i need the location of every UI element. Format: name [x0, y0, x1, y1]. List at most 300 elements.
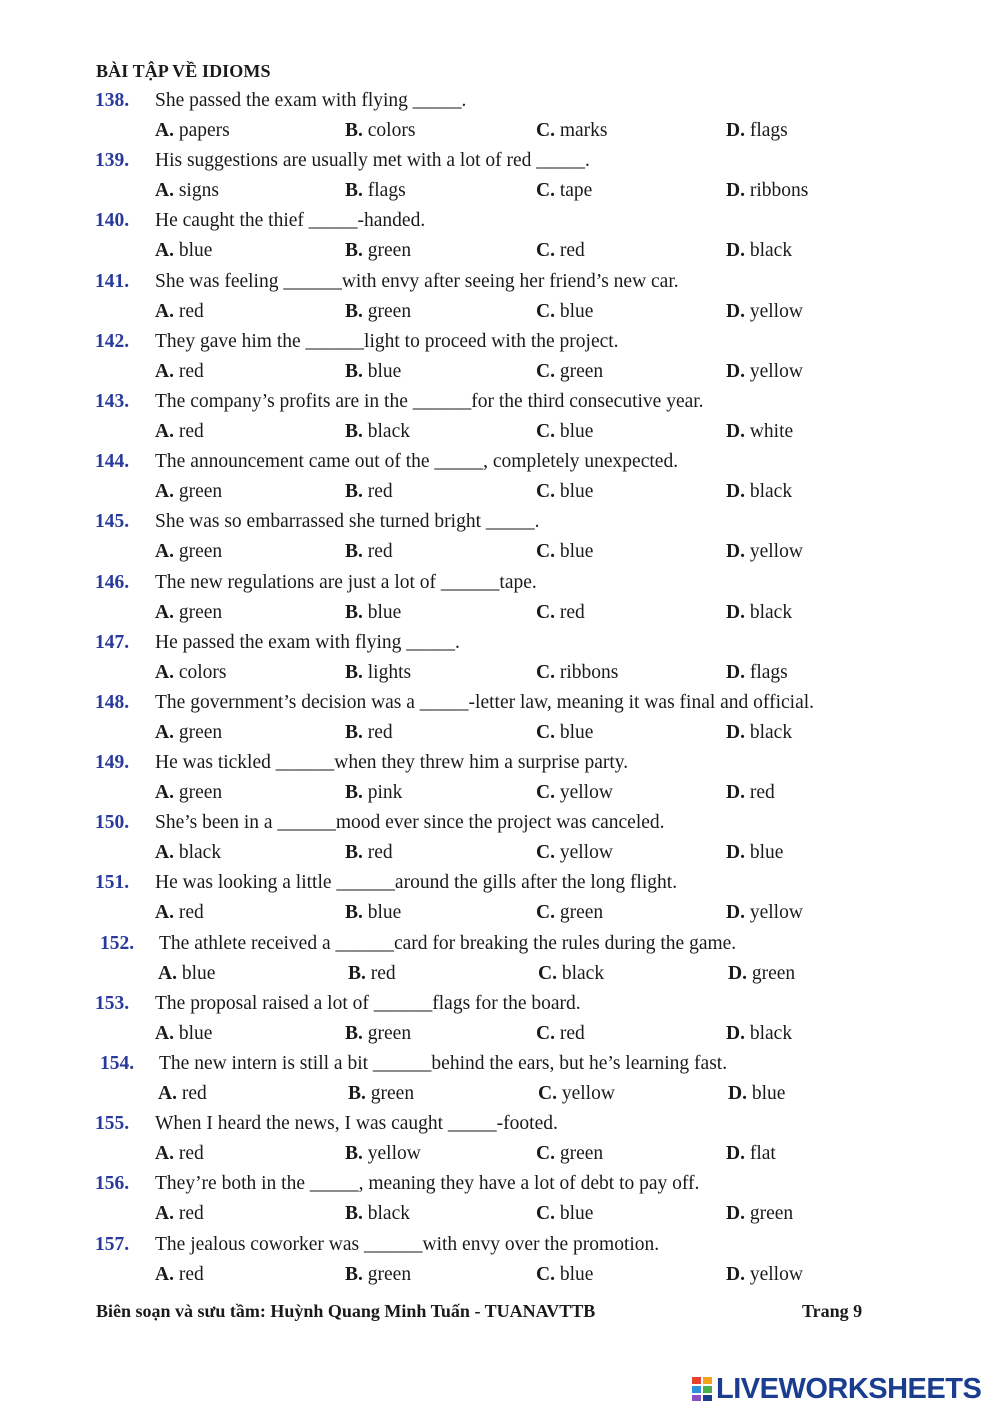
option-a[interactable] — [155, 297, 204, 327]
option-letter: A. — [155, 481, 174, 503]
option-text: yellow — [561, 1083, 615, 1104]
option-text: blue — [181, 962, 216, 984]
option-text: blue — [367, 360, 402, 382]
option-letter: A. — [155, 661, 174, 683]
option-letter: A. — [155, 300, 174, 322]
option-row — [0, 718, 999, 748]
option-text: red — [559, 601, 585, 623]
option-d[interactable] — [726, 116, 788, 146]
option-text: yellow — [559, 842, 613, 864]
option-letter: B. — [345, 1263, 363, 1285]
option-text: yellow — [367, 1143, 421, 1165]
option-text: red — [178, 1203, 204, 1225]
option-row — [0, 176, 999, 206]
option-c[interactable] — [536, 116, 608, 146]
question-number: 155. — [95, 1113, 130, 1135]
option-text: white — [749, 420, 794, 442]
option-text: yellow — [749, 1263, 803, 1285]
option-letter: D. — [726, 782, 745, 804]
option-d[interactable] — [726, 778, 775, 808]
question-text: They’re both in the _____, meaning they have a lot of debt to pay off. — [155, 1173, 700, 1195]
option-a[interactable] — [155, 357, 204, 387]
option-row — [0, 1139, 999, 1169]
option-c[interactable] — [536, 1019, 585, 1049]
option-c[interactable] — [536, 838, 613, 868]
question-item — [0, 327, 999, 387]
option-d[interactable] — [728, 959, 795, 989]
option-b[interactable] — [345, 658, 411, 688]
option-letter: B. — [345, 601, 363, 623]
option-c[interactable] — [536, 176, 592, 206]
question-item — [0, 146, 999, 206]
option-d[interactable] — [726, 718, 792, 748]
option-c[interactable] — [538, 959, 604, 989]
option-a[interactable] — [155, 176, 219, 206]
option-row — [0, 1079, 999, 1109]
option-a[interactable] — [155, 778, 222, 808]
option-b[interactable] — [345, 176, 406, 206]
question-number: 145. — [95, 511, 130, 533]
question-text: She’s been in a ______mood ever since the project was canceled. — [155, 812, 665, 834]
question-text: She was feeling ______with envy after seeing her friend’s new car. — [155, 270, 679, 292]
option-text: black — [749, 481, 793, 503]
option-text: green — [178, 601, 223, 623]
option-text: green — [749, 1203, 794, 1225]
option-text: red — [178, 300, 204, 322]
option-text: red — [749, 782, 775, 804]
option-text: blue — [178, 240, 213, 262]
option-d[interactable] — [726, 598, 792, 628]
option-letter: A. — [155, 721, 174, 743]
option-letter: D. — [726, 1143, 745, 1165]
option-letter: B. — [345, 180, 363, 202]
option-text: black — [178, 842, 222, 864]
option-letter: C. — [536, 601, 555, 623]
option-text: blue — [559, 1203, 594, 1225]
option-letter: A. — [155, 601, 174, 623]
option-b[interactable] — [345, 236, 411, 266]
question-number: 151. — [95, 872, 130, 894]
option-text: green — [559, 902, 604, 924]
option-text: papers — [178, 120, 230, 141]
option-d[interactable] — [726, 1260, 803, 1290]
option-d[interactable] — [726, 898, 803, 928]
option-letter: C. — [536, 180, 555, 202]
question-item — [0, 267, 999, 327]
option-letter: C. — [536, 1143, 555, 1165]
option-letter: C. — [538, 962, 557, 984]
option-letter: A. — [155, 420, 174, 442]
question-text: The athlete received a ______card for breaking the rules during the game. — [159, 932, 737, 954]
option-text: red — [178, 360, 204, 382]
option-text: green — [178, 481, 223, 503]
option-letter: C. — [536, 300, 555, 322]
option-letter: B. — [345, 721, 363, 743]
option-text: blue — [749, 842, 784, 864]
option-d[interactable] — [726, 477, 792, 507]
option-text: flags — [749, 661, 788, 683]
option-letter: C. — [536, 1203, 555, 1225]
option-letter: D. — [728, 962, 747, 984]
option-letter: B. — [345, 842, 363, 864]
option-a[interactable] — [158, 959, 215, 989]
option-b[interactable] — [348, 1079, 414, 1109]
option-letter: C. — [536, 721, 555, 743]
option-letter: B. — [345, 240, 363, 262]
option-text: black — [749, 1022, 793, 1044]
option-c[interactable] — [536, 357, 603, 387]
option-text: ribbons — [559, 661, 619, 683]
option-b[interactable] — [345, 598, 401, 628]
option-text: lights — [367, 661, 412, 683]
option-d[interactable] — [726, 1019, 792, 1049]
option-row — [0, 898, 999, 928]
option-d[interactable] — [726, 1199, 793, 1229]
option-a[interactable] — [155, 116, 230, 146]
question-item — [0, 748, 999, 808]
question-number: 150. — [95, 812, 130, 834]
option-row — [0, 116, 999, 146]
option-letter: C. — [536, 481, 555, 503]
option-text: green — [178, 782, 223, 804]
question-item — [0, 1230, 999, 1290]
option-c[interactable] — [536, 718, 593, 748]
option-letter: D. — [728, 1083, 747, 1104]
option-row — [0, 778, 999, 808]
question-item — [0, 929, 999, 989]
option-letter: A. — [155, 1022, 174, 1044]
option-letter: B. — [345, 782, 363, 804]
option-letter: D. — [726, 1022, 745, 1044]
option-d[interactable] — [726, 297, 803, 327]
option-text: red — [178, 1263, 204, 1285]
option-text: red — [367, 721, 393, 743]
question-number: 140. — [95, 210, 130, 232]
option-text: black — [367, 420, 410, 442]
question-item — [0, 1049, 999, 1109]
page-number: Trang 9 — [802, 1301, 863, 1321]
option-c[interactable] — [536, 658, 618, 688]
option-text: red — [367, 541, 393, 563]
option-row — [0, 537, 999, 567]
option-row — [0, 658, 999, 688]
option-text: red — [370, 962, 396, 984]
option-text: black — [749, 601, 793, 623]
question-item — [0, 808, 999, 868]
option-text: blue — [559, 420, 594, 442]
option-letter: C. — [536, 842, 555, 864]
option-text: green — [559, 1143, 604, 1165]
option-letter: D. — [726, 1263, 745, 1285]
question-item — [0, 688, 999, 748]
option-b[interactable] — [345, 417, 410, 447]
option-text: blue — [559, 541, 594, 563]
option-text: blue — [559, 1263, 594, 1285]
option-a[interactable] — [155, 898, 204, 928]
option-a[interactable] — [158, 1079, 207, 1109]
option-c[interactable] — [536, 236, 585, 266]
question-text: When I heard the news, I was caught _____-footed. — [155, 1113, 558, 1135]
option-text: ribbons — [749, 180, 809, 202]
option-c[interactable] — [536, 598, 585, 628]
page-heading: BÀI TẬP VỀ IDIOMS — [96, 61, 271, 81]
option-letter: B. — [345, 1143, 363, 1165]
option-letter: D. — [726, 902, 745, 924]
option-d[interactable] — [726, 357, 803, 387]
question-item — [0, 206, 999, 266]
option-c[interactable] — [536, 1260, 593, 1290]
option-a[interactable] — [155, 477, 222, 507]
option-text: red — [178, 1143, 204, 1165]
option-text: pink — [367, 782, 403, 804]
question-item — [0, 1109, 999, 1169]
option-d[interactable] — [726, 1139, 776, 1169]
option-text: green — [367, 240, 412, 262]
option-text: red — [367, 481, 393, 503]
question-number: 138. — [95, 90, 130, 111]
option-text: blue — [559, 721, 594, 743]
option-text: blue — [367, 902, 402, 924]
option-letter: C. — [536, 420, 555, 442]
option-row — [0, 297, 999, 327]
option-row — [0, 477, 999, 507]
option-letter: A. — [155, 1143, 174, 1165]
option-text: flags — [367, 180, 406, 202]
option-letter: D. — [726, 1203, 745, 1225]
option-letter: C. — [536, 1022, 555, 1044]
option-row — [0, 236, 999, 266]
option-d[interactable] — [726, 838, 783, 868]
footer-author: Biên soạn và sưu tầm: Huỳnh Quang Minh Tuấn - TUANAVTTB — [96, 1301, 596, 1321]
question-item — [0, 387, 999, 447]
option-text: flat — [749, 1143, 776, 1165]
option-a[interactable] — [155, 1260, 204, 1290]
question-text: The announcement came out of the _____, completely unexpected. — [155, 451, 679, 473]
question-number: 152. — [100, 932, 135, 954]
option-b[interactable] — [345, 778, 402, 808]
option-text: colors — [367, 120, 416, 141]
option-letter: B. — [348, 962, 366, 984]
option-text: green — [367, 300, 412, 322]
option-b[interactable] — [345, 898, 401, 928]
option-text: marks — [559, 120, 608, 141]
option-b[interactable] — [345, 838, 393, 868]
option-text: yellow — [749, 902, 803, 924]
option-letter: D. — [726, 661, 745, 683]
option-letter: C. — [536, 782, 555, 804]
option-letter: A. — [155, 120, 174, 141]
option-b[interactable] — [345, 1199, 410, 1229]
option-text: blue — [367, 601, 402, 623]
option-a[interactable] — [155, 1139, 204, 1169]
question-item — [0, 868, 999, 928]
option-letter: D. — [726, 180, 745, 202]
option-c[interactable] — [536, 297, 593, 327]
option-text: signs — [178, 180, 219, 202]
option-a[interactable] — [155, 658, 227, 688]
question-text: They gave him the ______light to proceed with the project. — [155, 330, 619, 352]
option-text: green — [178, 541, 223, 563]
option-text: yellow — [749, 541, 803, 563]
option-text: red — [181, 1083, 207, 1104]
liveworksheets-logo-icon — [692, 1377, 712, 1401]
option-b[interactable] — [348, 959, 396, 989]
question-item — [0, 989, 999, 1049]
option-c[interactable] — [536, 898, 603, 928]
option-row — [0, 1199, 999, 1229]
option-b[interactable] — [345, 1260, 411, 1290]
option-text: red — [178, 420, 204, 442]
question-number: 144. — [95, 451, 130, 473]
option-b[interactable] — [345, 477, 393, 507]
option-a[interactable] — [155, 838, 221, 868]
option-d[interactable] — [726, 658, 788, 688]
option-b[interactable] — [345, 116, 415, 146]
option-a[interactable] — [155, 718, 222, 748]
question-text: He passed the exam with flying _____. — [155, 631, 460, 653]
option-letter: B. — [345, 481, 363, 503]
option-b[interactable] — [345, 357, 401, 387]
option-letter: A. — [155, 1263, 174, 1285]
question-item — [0, 507, 999, 567]
option-d[interactable] — [726, 176, 808, 206]
question-item — [0, 86, 999, 146]
page-footer — [96, 1299, 886, 1323]
option-a[interactable] — [155, 1199, 204, 1229]
option-a[interactable] — [155, 236, 212, 266]
question-number: 148. — [95, 691, 130, 713]
option-text: green — [367, 1022, 412, 1044]
question-number: 139. — [95, 150, 130, 172]
question-text: He was looking a little ______around the gills after the long flight. — [155, 872, 678, 894]
option-a[interactable] — [155, 598, 222, 628]
question-text: He was tickled ______when they threw him a surprise party. — [155, 752, 629, 774]
option-letter: D. — [726, 240, 745, 262]
option-d[interactable] — [726, 236, 792, 266]
question-item — [0, 1169, 999, 1229]
option-text: blue — [178, 1022, 213, 1044]
option-text: black — [749, 721, 793, 743]
option-c[interactable] — [536, 1139, 603, 1169]
question-text: His suggestions are usually met with a lot of red _____. — [155, 150, 590, 172]
option-a[interactable] — [155, 537, 222, 567]
option-d[interactable] — [726, 417, 793, 447]
option-c[interactable] — [536, 778, 613, 808]
liveworksheets-brand[interactable] — [692, 1373, 981, 1405]
option-c[interactable] — [536, 477, 593, 507]
question-list — [0, 86, 999, 1290]
option-b[interactable] — [345, 537, 393, 567]
option-letter: B. — [345, 1203, 363, 1225]
option-letter: B. — [345, 360, 363, 382]
question-text: The government’s decision was a _____-letter law, meaning it was final and official. — [155, 691, 815, 713]
option-letter: B. — [345, 661, 363, 683]
option-b[interactable] — [345, 1139, 421, 1169]
question-text: She passed the exam with flying _____. — [155, 90, 467, 111]
question-text: The new intern is still a bit ______behind the ears, but he’s learning fast. — [159, 1053, 728, 1074]
option-text: red — [178, 902, 204, 924]
option-text: green — [370, 1083, 415, 1104]
option-letter: C. — [536, 661, 555, 683]
question-number: 143. — [95, 390, 130, 412]
option-c[interactable] — [538, 1079, 615, 1109]
question-number: 146. — [95, 571, 130, 593]
question-item — [0, 447, 999, 507]
question-number: 142. — [95, 330, 130, 352]
question-number: 156. — [95, 1173, 130, 1195]
option-letter: A. — [158, 1083, 177, 1104]
option-d[interactable] — [728, 1079, 785, 1109]
question-item — [0, 628, 999, 688]
option-text: blue — [559, 300, 594, 322]
option-b[interactable] — [345, 1019, 411, 1049]
brand-text: LIVEWORKSHEETS — [716, 1372, 982, 1405]
option-letter: C. — [536, 902, 555, 924]
option-c[interactable] — [536, 417, 593, 447]
option-letter: B. — [345, 541, 363, 563]
option-letter: C. — [536, 240, 555, 262]
option-text: green — [178, 721, 223, 743]
option-letter: D. — [726, 481, 745, 503]
option-letter: A. — [155, 360, 174, 382]
option-b[interactable] — [345, 718, 393, 748]
option-text: red — [559, 1022, 585, 1044]
option-letter: B. — [348, 1083, 366, 1104]
option-letter: C. — [536, 541, 555, 563]
option-text: red — [367, 842, 393, 864]
question-number: 149. — [95, 752, 130, 774]
question-text: The jealous coworker was ______with envy over the promotion. — [155, 1233, 660, 1255]
question-text: The proposal raised a lot of ______flags for the board. — [155, 992, 581, 1014]
option-letter: B. — [345, 120, 363, 141]
option-letter: A. — [155, 1203, 174, 1225]
option-letter: D. — [726, 721, 745, 743]
question-text: She was so embarrassed she turned bright _____. — [155, 511, 540, 533]
question-number: 147. — [95, 631, 130, 653]
option-letter: A. — [158, 962, 177, 984]
option-b[interactable] — [345, 297, 411, 327]
option-letter: B. — [345, 420, 363, 442]
option-row — [0, 838, 999, 868]
option-text: flags — [749, 120, 788, 141]
option-row — [0, 417, 999, 447]
option-letter: D. — [726, 360, 745, 382]
option-letter: C. — [536, 360, 555, 382]
option-c[interactable] — [536, 537, 593, 567]
question-number: 157. — [95, 1233, 130, 1255]
option-letter: A. — [155, 240, 174, 262]
option-d[interactable] — [726, 537, 803, 567]
question-item — [0, 568, 999, 628]
option-letter: C. — [538, 1083, 557, 1104]
question-number: 141. — [95, 270, 130, 292]
question-number: 153. — [95, 992, 130, 1014]
option-text: blue — [559, 481, 594, 503]
option-text: black — [561, 962, 605, 984]
option-letter: A. — [155, 180, 174, 202]
option-text: blue — [751, 1083, 786, 1104]
option-a[interactable] — [155, 417, 204, 447]
option-letter: D. — [726, 300, 745, 322]
option-letter: C. — [536, 120, 555, 141]
option-a[interactable] — [155, 1019, 212, 1049]
option-letter: D. — [726, 842, 745, 864]
option-row — [0, 1019, 999, 1049]
option-row — [0, 959, 999, 989]
option-text: green — [751, 962, 796, 984]
option-c[interactable] — [536, 1199, 593, 1229]
option-text: green — [559, 360, 604, 382]
